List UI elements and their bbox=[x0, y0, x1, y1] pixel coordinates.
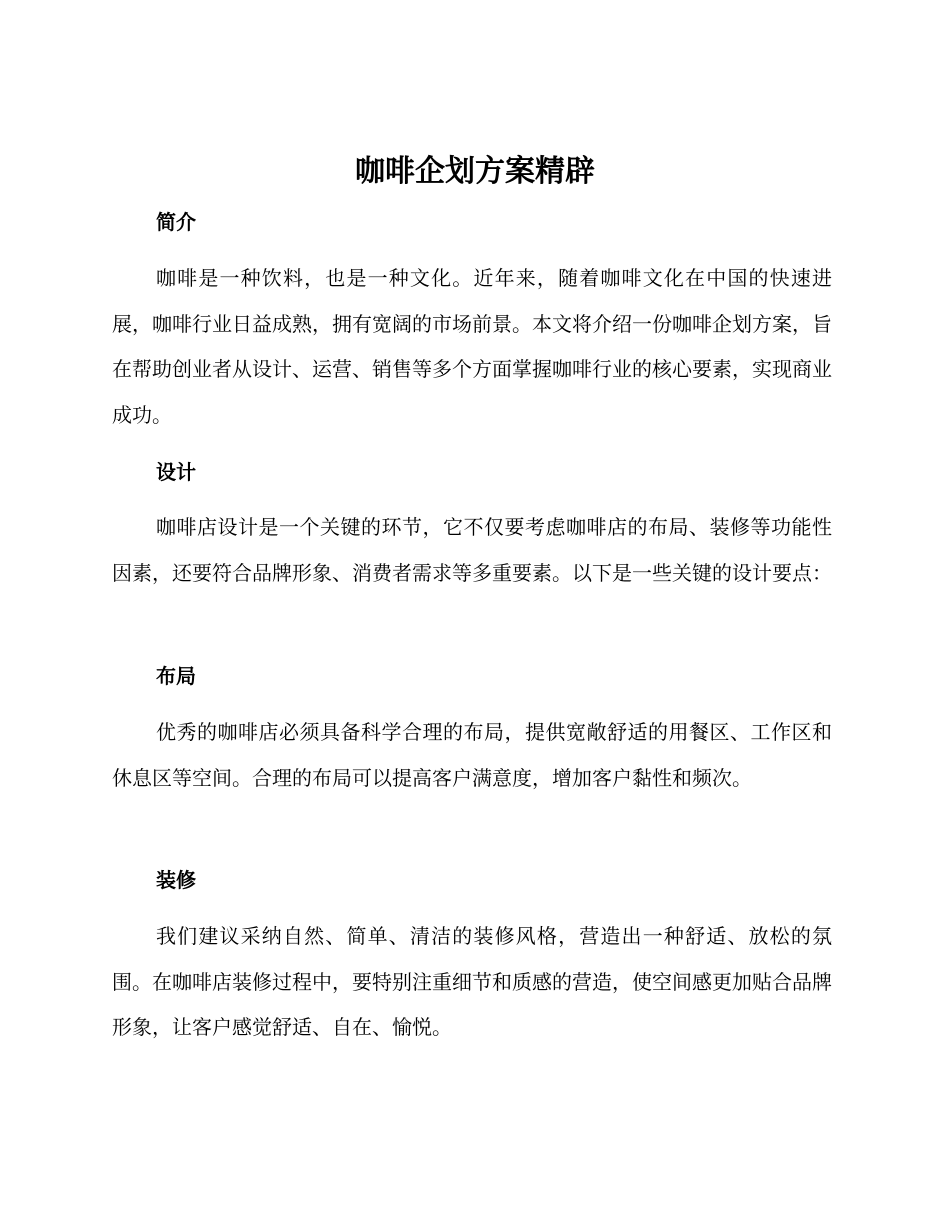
section-heading-decoration: 装修 bbox=[156, 868, 196, 892]
document-title: 咖啡企划方案精辟 bbox=[355, 154, 595, 189]
section-paragraph-intro: 咖啡是一种饮料，也是一种文化。近年来，随着咖啡文化在中国的快速进展，咖啡行业日益成熟，拥有宽阔的市场前景。本文将介绍一份咖啡企划方案，旨在帮助创业者从设计、运营、销售等多个方面掌握咖啡行业的核心要素，实现商业成功。 bbox=[112, 266, 832, 427]
section-paragraph-design: 咖啡店设计是一个关键的环节，它不仅要考虑咖啡店的布局、装修等功能性因素，还要符合品牌形象、消费者需求等多重要素。以下是一些关键的设计要点： bbox=[112, 515, 832, 585]
section-paragraph-decoration: 我们建议采纳自然、简单、清洁的装修风格，营造出一种舒适、放松的氛围。在咖啡店装修过程中，要特别注重细节和质感的营造，使空间感更加贴合品牌形象，让客户感觉舒适、自在、愉悦。 bbox=[112, 924, 832, 1039]
section-heading-design: 设计 bbox=[156, 460, 196, 484]
section-heading-layout: 布局 bbox=[156, 664, 196, 688]
section-paragraph-layout: 优秀的咖啡店必须具备科学合理的布局，提供宽敞舒适的用餐区、工作区和休息区等空间。合理的布局可以提高客户满意度，增加客户黏性和频次。 bbox=[112, 720, 832, 790]
section-heading-intro: 简介 bbox=[156, 210, 196, 234]
